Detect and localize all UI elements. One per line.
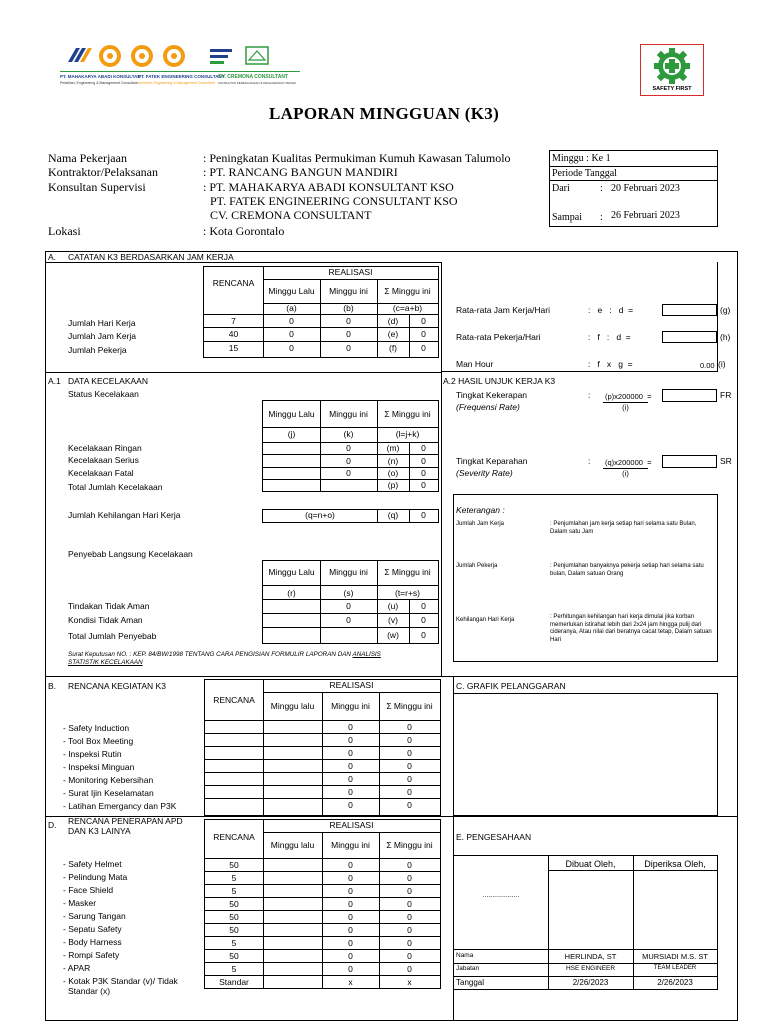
apd-item-label: - Kotak P3K Standar (v)/ Tidak (63, 976, 178, 986)
safety-first-badge (640, 44, 704, 96)
mahakarya-logo-mark (68, 48, 92, 62)
logo-graphics (60, 44, 300, 94)
row-label: Jumlah Pekerja (68, 345, 127, 355)
logo3-company: CV. CREMONA CONSULTANT (218, 74, 288, 80)
apd-cell-ini: 0 (348, 899, 353, 909)
apd-cell-rencana: 50 (229, 951, 239, 961)
apd-cell-rencana: 50 (229, 860, 239, 870)
apd-cell-ini: 0 (348, 951, 353, 961)
apd-item-label: - Body Harness (63, 937, 122, 947)
footnote: Surat Keputusan NO. : KEP. 84/BW/1998 TENTANG CARA PENGISIAN FORMULIR LAPORAN DAN ANALISIS STATISTIK KECELAKAAN (68, 651, 381, 666)
lokasi-label: Lokasi (48, 224, 81, 238)
apd-item-label-cont: Standar (x) (68, 986, 111, 996)
konsultan-value-1: : PT. MAHAKARYA ABADI KONSULTANT KSO (203, 180, 454, 194)
kontraktor-label: Kontraktor/Pelaksanan (48, 165, 158, 179)
apd-cell-sum: 0 (407, 964, 412, 974)
safety-gear-icon (641, 45, 703, 85)
apd-cell-sum: 0 (407, 938, 412, 948)
apd-cell-sum: 0 (407, 925, 412, 935)
signer-name: HERLINDA, ST (564, 952, 617, 961)
konsultan-label: Konsultan Supervisi (48, 180, 146, 194)
signature-placeholder: ................... (482, 892, 520, 899)
period-box: Minggu : Ke 1 Periode Tanggal Dari : 20 Februari 2023 Sampai : 26 Februari 2023 (549, 150, 718, 227)
apd-cell-ini: 0 (348, 873, 353, 883)
apd-cell-sum: 0 (407, 886, 412, 896)
apd-cell-ini: x (348, 977, 353, 987)
apd-cell-ini: 0 (348, 886, 353, 896)
apd-item-label: - Face Shield (63, 885, 114, 895)
apd-item-label: - Masker (63, 898, 97, 908)
row-label: Jumlah Hari Kerja (68, 318, 136, 328)
accident-table: Minggu Lalu Minggu ini Σ Minggu ini (j) (k) (l=j+k) 0 (m) 0 0 (n) 0 0 (o) 0 (p) 0 (262, 400, 439, 492)
sampai-label: Sampai (552, 212, 582, 223)
logo2-company: PT. FATEK ENGINEERING CONSULTANT (138, 74, 225, 79)
checker-name: MURSIADI M.S. ST (642, 952, 708, 961)
apd-cell-rencana: 5 (231, 964, 237, 974)
sampai-value: 26 Februari 2023 (611, 210, 680, 221)
sr-field (662, 455, 717, 468)
cause-table: Minggu Lalu Minggu ini Σ Minggu ini (r) (s) (t=r+s) 0 (u) 0 0 (v) 0 (w) 0 (262, 560, 439, 644)
apd-item-label: - Sarung Tangan (63, 911, 126, 921)
logo1-sub: Pelatihan, Engineering & Management Consultant (60, 81, 138, 85)
apd-cell-sum: 0 (407, 873, 412, 883)
fatek-logo-mark (210, 49, 232, 64)
dari-value: 20 Februari 2023 (611, 183, 680, 194)
apd-cell-rencana: 50 (229, 912, 239, 922)
section-b-table: RENCANA REALISASI Minggu lalu Minggu ini Σ Minggu ini 0 0 0 0 0 0 0 0 0 0 0 0 0 0 (204, 679, 441, 816)
logo2-sub: Architect, Engineering & Management Consultant (138, 81, 215, 85)
safety-first-label: SAFETY FIRST (652, 86, 692, 92)
konsultan-value-2: PT. FATEK ENGINEERING CONSULTANT KSO (210, 194, 458, 208)
rates-box (441, 262, 718, 372)
cremona-logo-mark (246, 47, 268, 64)
fr-field (662, 389, 717, 402)
apd-cell-sum: 0 (407, 912, 412, 922)
lost-days-row: (q=n+o) (q) 0 (262, 509, 439, 523)
section-a-label: A. (48, 252, 57, 262)
apd-item-label: - APAR (63, 963, 91, 973)
nama-pekerjaan-value: : Peningkatan Kualitas Permukiman Kumuh Kawasan Talumolo (203, 151, 511, 165)
apd-cell-ini: 0 (348, 938, 353, 948)
apd-cell-sum: 0 (407, 951, 412, 961)
apd-cell-rencana: 50 (229, 899, 239, 909)
nama-pekerjaan-label: Nama Pekerjaan (48, 151, 127, 165)
page-title: LAPORAN MINGGUAN (K3) (268, 104, 500, 123)
apd-cell-rencana: 5 (231, 873, 237, 883)
apd-item-label: - Pelindung Mata (63, 872, 128, 882)
section-a-title: CATATAN K3 BERDASARKAN JAM KERJA (68, 252, 234, 262)
apd-item-label: - Sepatu Safety (63, 924, 122, 934)
apd-cell-rencana: 50 (229, 925, 239, 935)
apd-cell-rencana: Standar (219, 977, 249, 987)
konsultan-value-3: CV. CREMONA CONSULTANT (210, 208, 372, 222)
periode-label: Periode Tanggal (552, 168, 617, 179)
apd-cell-sum: 0 (407, 899, 412, 909)
section-a-table: RENCANA REALISASI Minggu Lalu Minggu ini Σ Minggu ini (a) (b) (c=a+b) 7 0 0 (d) 0 40 0 0 (e) 0 15 0 0 (f) 0 (203, 266, 439, 358)
apd-cell-ini: 0 (348, 860, 353, 870)
apd-cell-ini: 0 (348, 964, 353, 974)
section-d-table: RENCANA REALISASI Minggu lalu Minggu ini Σ Minggu ini 50 0 0 5 0 0 5 0 0 50 0 0 50 0 0 50 0 0 5 0 0 50 0 0 5 0 0 Standar x x (204, 819, 441, 989)
apd-cell-rencana: 5 (231, 886, 237, 896)
logo3-sub: KONSULTAN PERENCANAAN & PENGAWASAN TEKNIK (218, 81, 297, 85)
apd-item-label: - Rompi Safety (63, 950, 120, 960)
rate-g-field (662, 304, 717, 316)
violation-chart-area (453, 693, 718, 816)
dari-label: Dari (552, 183, 570, 194)
approval-table: Dibuat Oleh, Diperiksa Oleh, ................... Nama Jabatan Tanggal HERLINDA, ST MURSIADI M.S. ST HSE ENGINEER TEAM LEADER 2/26/2023 2/26/2023 (453, 855, 718, 990)
rate-h-field (662, 331, 717, 343)
apd-cell-rencana: 5 (231, 938, 237, 948)
apd-cell-ini: 0 (348, 912, 353, 922)
apd-cell-sum: 0 (407, 860, 412, 870)
row-label: Jumlah Jam Kerja (68, 331, 137, 341)
kontraktor-value: : PT. RANCANG BANGUN MANDIRI (203, 165, 398, 179)
lokasi-value: : Kota Gorontalo (203, 224, 285, 238)
logo1-company: PT. MAHAKARYA ABADI KONSULTAN (60, 74, 141, 79)
minggu-ke: Minggu : Ke 1 (552, 153, 611, 164)
apd-item-label: - Safety Helmet (63, 859, 122, 869)
apd-cell-sum: x (407, 977, 412, 987)
apd-cell-ini: 0 (348, 925, 353, 935)
consultant-logos (60, 44, 300, 94)
orange-ring-logos (101, 47, 183, 65)
